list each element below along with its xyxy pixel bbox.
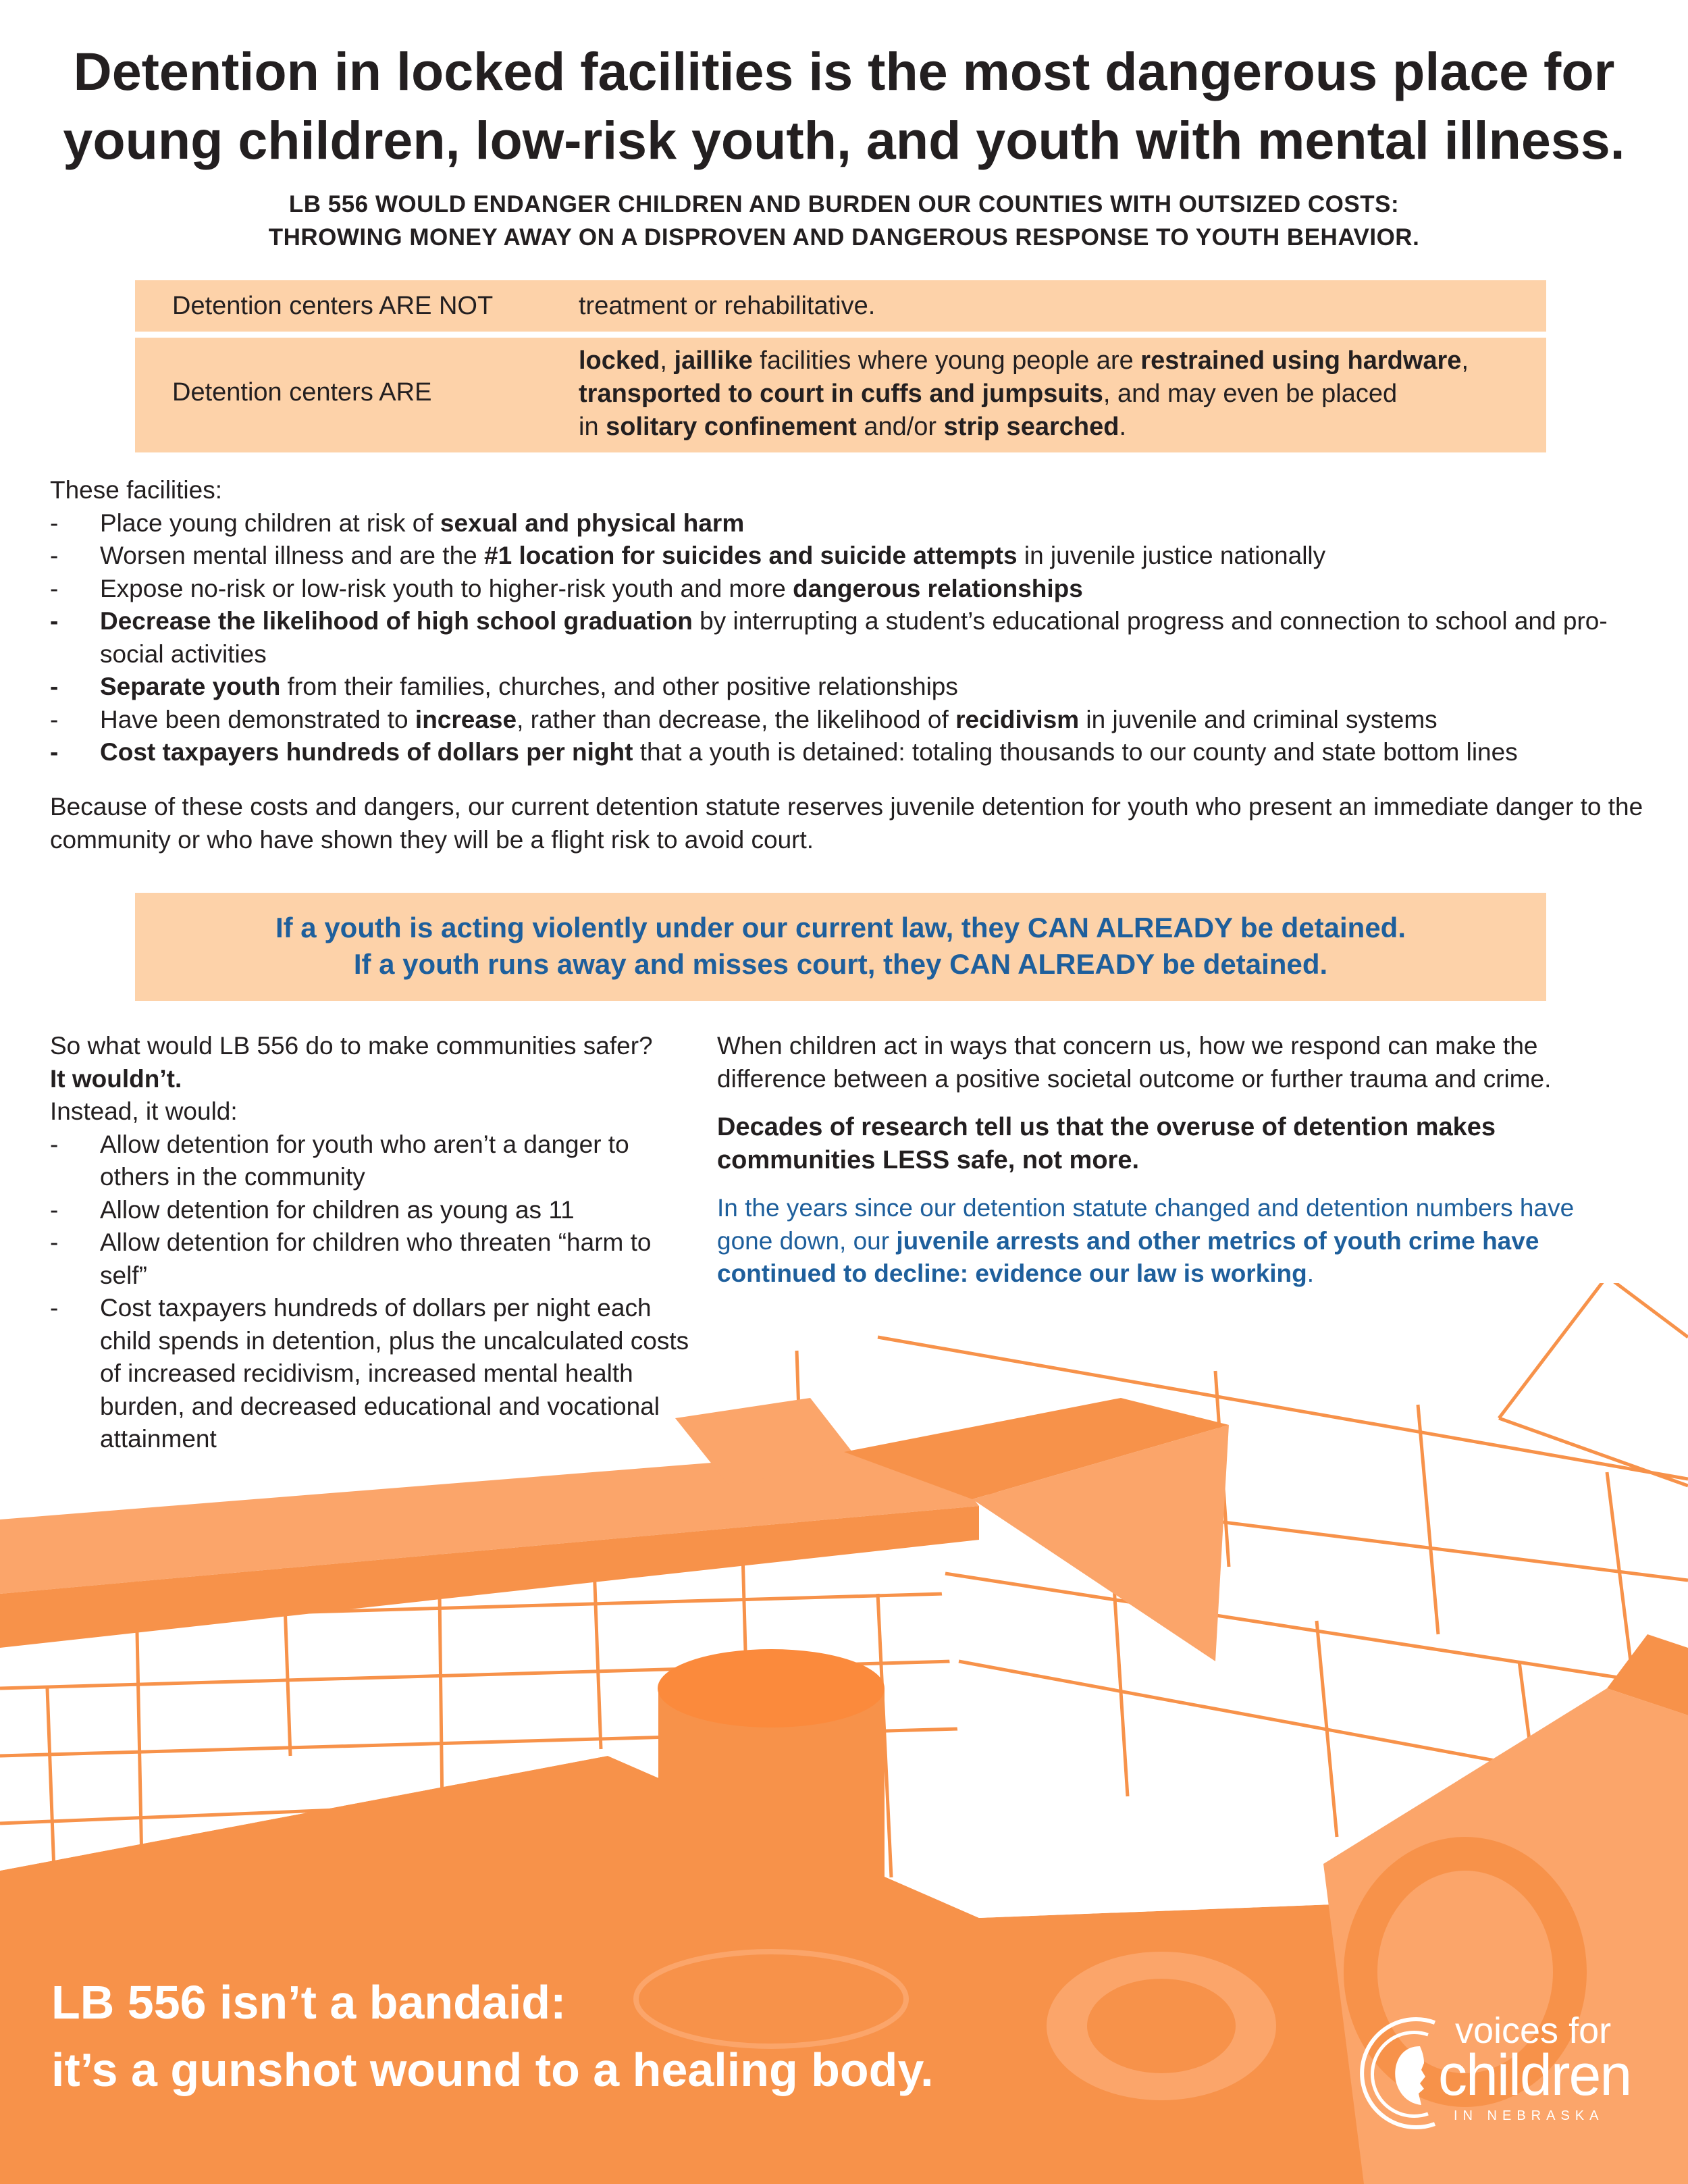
logo-word-children: children bbox=[1438, 2043, 1631, 2108]
facilities-facts bbox=[50, 474, 1657, 769]
tagline-line-2: it’s a gunshot wound to a healing body. bbox=[51, 2044, 934, 2096]
tagline bbox=[51, 1969, 934, 2104]
subtitle-line-2: THROWING MONEY AWAY ON A DISPROVEN AND DANGEROUS RESPONSE TO YOUTH BEHAVIOR. bbox=[268, 224, 1420, 251]
voices-for-children-logo bbox=[1354, 2009, 1644, 2131]
list-item: - Worsen mental illness and are the #1 location for suicides and suicide attempts in juvenile justice nationally bbox=[50, 542, 1326, 569]
research-statement: Decades of research tell us that the overuse of detention makes communities LESS safe, not more. bbox=[717, 1113, 1496, 1174]
facts-intro: These facilities: bbox=[50, 476, 222, 504]
tagline-line-1: LB 556 isn’t a bandaid: bbox=[51, 1976, 566, 2029]
evidence-paragraph: In the years since our detention statute changed and detention numbers have gone down, our juvenile arrests and other metrics of youth crime have continued to decline: evidence our law is working. bbox=[717, 1194, 1575, 1287]
logo-word-voices: voices for bbox=[1455, 2010, 1612, 2051]
list-item: - Expose no-risk or low-risk youth to higher-risk youth and more dangerous relationships bbox=[50, 574, 1083, 602]
list-item: - Place young children at risk of sexual and physical harm bbox=[50, 509, 745, 537]
table-row-are-not bbox=[135, 280, 1546, 332]
page-title bbox=[0, 37, 1688, 175]
because-paragraph: Because of these costs and dangers, our current detention statute reserves juvenile detention for youth who present an immediate danger to the community or who have shown they will be a flight risk to avoid court. bbox=[50, 793, 1643, 854]
subtitle bbox=[0, 188, 1688, 254]
title-line-1: Detention in locked facilities is the most dangerous place for bbox=[73, 41, 1615, 101]
row-label-are-not: Detention centers ARE NOT bbox=[172, 292, 494, 320]
list-item: - Decrease the likelihood of high school graduation by interrupting a student’s educational progress and connection to school and pro-social activities bbox=[50, 607, 1608, 668]
row-label-are: Detention centers ARE bbox=[172, 378, 432, 407]
list-item: - Allow detention for youth who aren’t a danger to others in the community bbox=[50, 1130, 629, 1191]
callout-line-1: If a youth is acting violently under our current law, they CAN ALREADY be detained. bbox=[275, 912, 1406, 943]
response-paragraph: When children act in ways that concern us, how we respond can make the difference between a positive societal outcome or further trauma and crime. bbox=[717, 1032, 1552, 1093]
question: So what would LB 556 do to make communities safer? bbox=[50, 1032, 653, 1060]
list-item: - Have been demonstrated to increase, rather than decrease, the likelihood of recidivism in juvenile and criminal systems bbox=[50, 705, 1438, 733]
left-column bbox=[50, 1030, 691, 1456]
callout-box bbox=[135, 893, 1546, 1001]
list-item: - Separate youth from their families, churches, and other positive relationships bbox=[50, 673, 958, 700]
answer: It wouldn’t. bbox=[50, 1064, 182, 1093]
row-text-are: locked, jaillike facilities where young people are restrained using hardware, transported to court in cuffs and jumpsuits, and may even be placed in solitary confinement and/or strip searched. bbox=[579, 346, 1469, 441]
list-item: - Allow detention for children as young as 11 bbox=[50, 1195, 575, 1224]
table-row-are bbox=[135, 338, 1546, 452]
list-item: - Cost taxpayers hundreds of dollars per night each child spends in detention, plus the uncalculated costs of increased recidivism, increased mental health burden, and decreased educational and vocational attainment bbox=[50, 1294, 689, 1453]
title-line-2: young children, low-risk youth, and youth with mental illness. bbox=[63, 110, 1625, 170]
list-item: - Cost taxpayers hundreds of dollars per night that a youth is detained: totaling thousands to our county and state bottom lines bbox=[50, 738, 1518, 766]
instead: Instead, it would: bbox=[50, 1097, 238, 1125]
list-item: - Allow detention for children who threaten “harm to self” bbox=[50, 1228, 652, 1289]
right-column bbox=[717, 1030, 1622, 1306]
row-text-are-not: treatment or rehabilitative. bbox=[579, 292, 876, 320]
callout-line-2: If a youth runs away and misses court, they CAN ALREADY be detained. bbox=[353, 948, 1328, 980]
logo-word-nebraska: IN NEBRASKA bbox=[1454, 2108, 1604, 2123]
subtitle-line-1: LB 556 WOULD ENDANGER CHILDREN AND BURDEN OUR COUNTIES WITH OUTSIZED COSTS: bbox=[288, 191, 1400, 217]
